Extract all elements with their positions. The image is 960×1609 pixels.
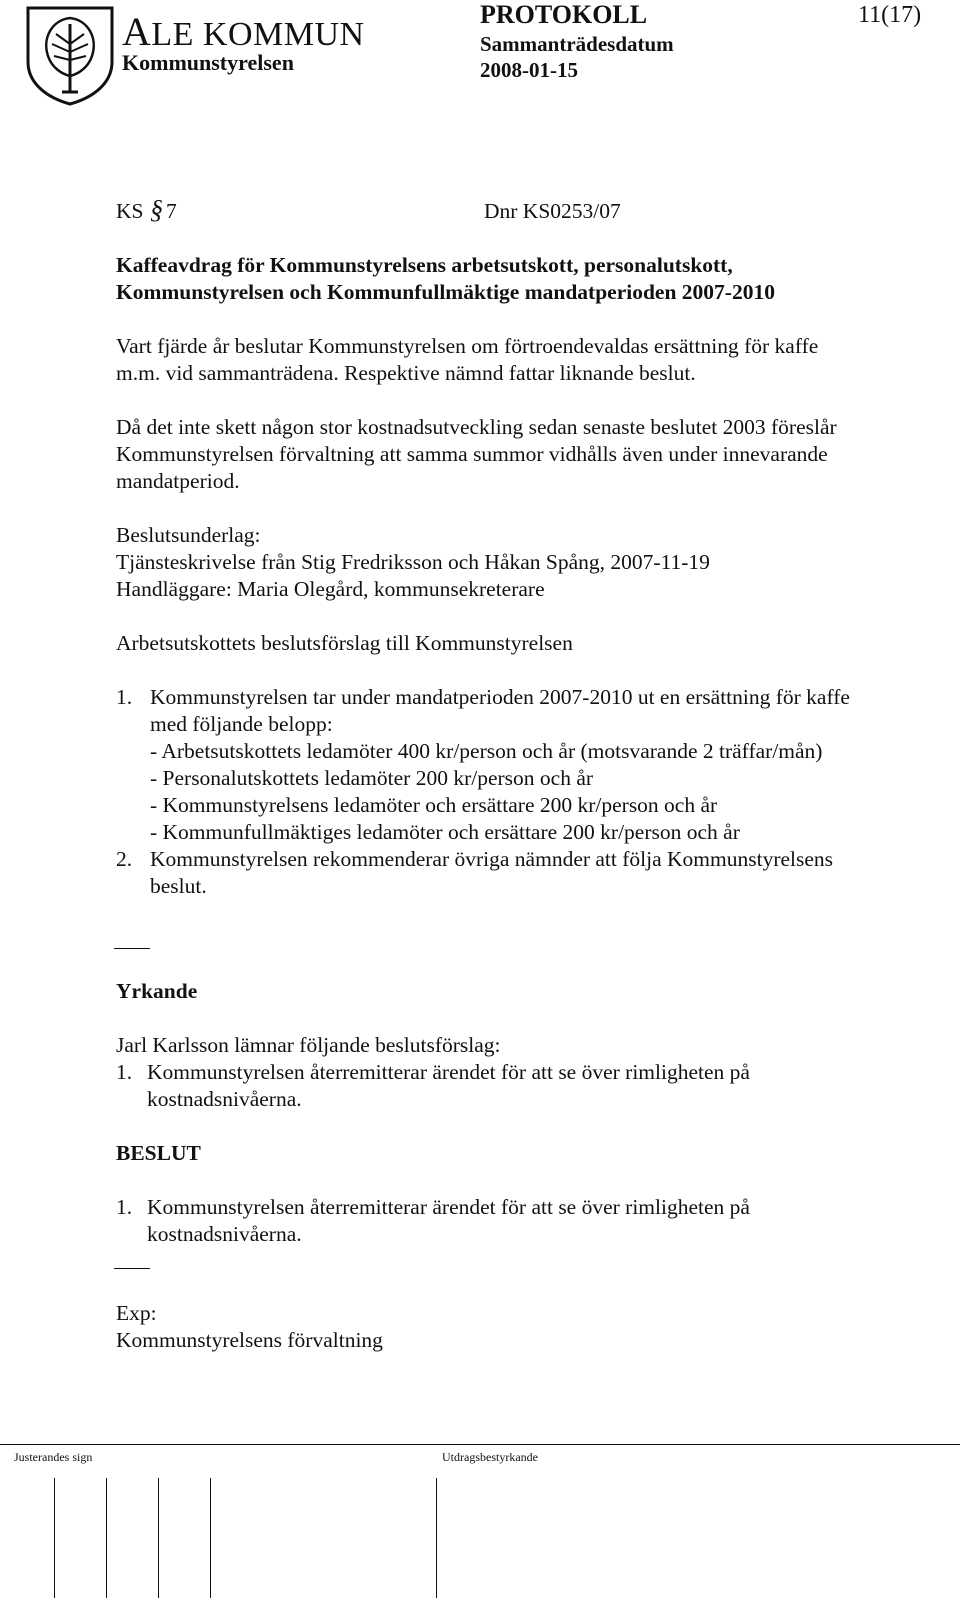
case-number: 7	[166, 199, 177, 223]
paragraph-line: m.m. vid sammanträdena. Respektive nämnd fattar liknande beslut.	[116, 361, 696, 385]
case-heading-line: Kommunstyrelsen och Kommunfullmäktige mandatperioden 2007-2010	[116, 280, 775, 304]
signature-box-divider	[106, 1478, 107, 1598]
signature-box-divider	[210, 1478, 211, 1598]
dispatch-recipient: Kommunstyrelsens förvaltning	[116, 1328, 383, 1352]
list-number: 1.	[116, 1195, 133, 1219]
case-heading	[116, 252, 916, 306]
list-item-line: Kommunstyrelsen rekommenderar övriga nämnder att följa Kommunstyrelsens	[150, 847, 834, 871]
case-heading-line: Kaffeavdrag för Kommunstyrelsens arbetsutskott, personalutskott,	[116, 253, 733, 277]
list-subitem: - Kommunstyrelsens ledamöter och ersättare 200 kr/person och år	[150, 793, 718, 817]
meeting-date: 2008-01-15	[480, 58, 578, 82]
extract-certification-label: Utdragsbestyrkande	[442, 1450, 538, 1464]
proposal-paragraph	[116, 414, 916, 495]
case-ks-label: KS	[116, 199, 144, 223]
dispatch-label: Exp:	[116, 1301, 157, 1325]
signature-label: Justerandes sign	[14, 1450, 93, 1464]
page-number: 11(17)	[858, 2, 922, 28]
list-number: 2.	[116, 847, 133, 871]
decision-list	[116, 1194, 916, 1248]
decision-basis-label: Beslutsunderlag:	[116, 523, 261, 547]
list-subitem: - Arbetsutskottets ledamöter 400 kr/person och år (motsvarande 2 träffar/mån)	[150, 739, 823, 763]
document-title: PROTOKOLL	[480, 0, 648, 29]
paragraph-line: Kommunstyrelsen förvaltning att samma summor vidhålls även under innevarande	[116, 442, 828, 466]
list-subitem: - Kommunfullmäktiges ledamöter och ersättare 200 kr/person och år	[150, 820, 740, 844]
meeting-date-label: Sammanträdesdatum	[480, 32, 674, 56]
signature-box-divider	[54, 1478, 55, 1598]
list-number: 1.	[116, 1060, 133, 1084]
committee-proposal-heading: Arbetsutskottets beslutsförslag till Kommunstyrelsen	[116, 631, 573, 655]
signature-box-divider	[158, 1478, 159, 1598]
list-item	[116, 1194, 916, 1248]
decision-basis-line: Handläggare: Maria Olegård, kommunsekreterare	[116, 577, 545, 601]
section-symbol: §	[150, 195, 163, 224]
list-item-line: kostnadsnivåerna.	[147, 1222, 302, 1246]
decision-heading: BESLUT	[116, 1141, 201, 1165]
list-item-line: Kommunstyrelsen tar under mandatperioden 2007-2010 ut en ersättning för kaffe	[150, 685, 850, 709]
paragraph-line: Vart fjärde år beslutar Kommunstyrelsen om förtroendevaldas ersättning för kaffe	[116, 334, 819, 358]
list-item-line: beslut.	[150, 874, 207, 898]
separator-line	[114, 1268, 150, 1269]
motion-list	[116, 1059, 916, 1113]
motion-heading: Yrkande	[116, 979, 198, 1003]
organization-subtitle: Kommunstyrelsen	[122, 50, 294, 75]
paragraph-line: mandatperiod.	[116, 469, 240, 493]
list-subitem: - Personalutskottets ledamöter 200 kr/person och år	[150, 766, 594, 790]
list-item-line: Kommunstyrelsen återremitterar ärendet för att se över rimligheten på	[147, 1060, 750, 1084]
list-item-line: med följande belopp:	[150, 712, 333, 736]
decision-basis	[116, 522, 916, 603]
committee-proposal-list	[116, 684, 916, 900]
separator-line	[114, 948, 150, 949]
diary-number: Dnr KS0253/07	[484, 199, 621, 223]
list-item	[116, 846, 916, 900]
list-item	[116, 1059, 916, 1113]
intro-paragraph	[116, 333, 916, 387]
list-number: 1.	[116, 685, 133, 709]
motion-intro: Jarl Karlsson lämnar följande beslutsförslag:	[116, 1033, 501, 1057]
list-item-line: kostnadsnivåerna.	[147, 1087, 302, 1111]
footer-top-rule	[0, 1444, 960, 1445]
dispatch-block	[116, 1300, 916, 1354]
footer-column-divider	[436, 1478, 437, 1598]
tree-shield-logo-icon	[22, 4, 118, 106]
decision-basis-line: Tjänsteskrivelse från Stig Fredriksson och Håkan Spång, 2007-11-19	[116, 550, 710, 574]
paragraph-line: Då det inte skett någon stor kostnadsutveckling sedan senaste beslutet 2003 föreslår	[116, 415, 837, 439]
organization-name: ALE KOMMUN	[122, 9, 365, 54]
list-item	[116, 684, 916, 846]
list-item-line: Kommunstyrelsen återremitterar ärendet för att se över rimligheten på	[147, 1195, 750, 1219]
